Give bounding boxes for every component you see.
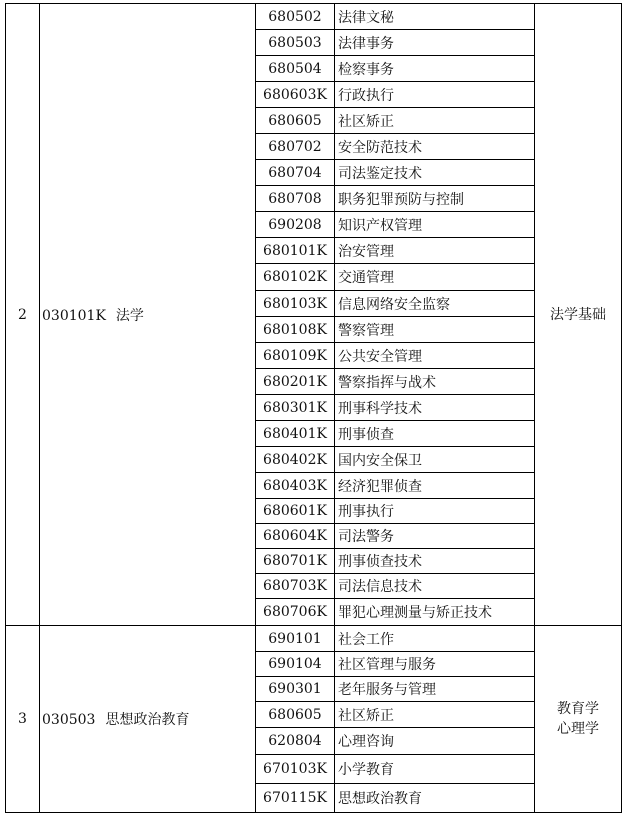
exam-subject-cell [535, 626, 622, 813]
program-code: 680102K [256, 264, 335, 291]
program-name: 警察指挥与战术 [335, 369, 535, 395]
program-code: 680603K [256, 82, 335, 108]
program-code: 690101 [256, 626, 335, 652]
program-name: 司法鉴定技术 [335, 160, 535, 186]
program-code: 680401K [256, 421, 335, 447]
program-code: 680101K [256, 238, 335, 264]
program-code: 680503 [256, 30, 335, 56]
program-name: 知识产权管理 [335, 212, 535, 238]
program-name: 司法信息技术 [335, 574, 535, 599]
program-code: 670103K [256, 755, 335, 784]
program-code: 680109K [256, 343, 335, 369]
program-code: 690104 [256, 652, 335, 677]
major-cell [40, 626, 256, 813]
program-name: 心理咨询 [335, 728, 535, 755]
major-cell [40, 4, 256, 626]
program-code: 680701K [256, 549, 335, 574]
program-code: 680402K [256, 447, 335, 473]
major-name: 法学 [115, 307, 144, 324]
program-name: 警察管理 [335, 317, 535, 343]
major-name: 思想政治教育 [105, 712, 190, 728]
program-code: 680605 [256, 702, 335, 728]
program-name: 社区管理与服务 [335, 652, 535, 677]
program-code: 680103K [256, 291, 335, 317]
program-code: 620804 [256, 728, 335, 755]
exam-subject: 教育学 [557, 701, 599, 717]
program-name: 老年服务与管理 [335, 677, 535, 702]
program-code: 680403K [256, 473, 335, 499]
program-name: 经济犯罪侦查 [335, 473, 535, 499]
program-code: 680702 [256, 134, 335, 160]
program-name: 国内安全保卫 [335, 447, 535, 473]
program-name: 罪犯心理测量与矫正技术 [335, 599, 535, 626]
sequence-number: 2 [6, 4, 40, 626]
major-code: 030101K [42, 307, 106, 324]
majors-table [5, 3, 622, 813]
program-name: 法律文秘 [335, 4, 535, 30]
program-code: 680108K [256, 317, 335, 343]
program-name: 小学教育 [335, 755, 535, 784]
exam-subject: 法学基础 [550, 306, 606, 323]
exam-subject: 心理学 [557, 721, 599, 737]
program-name: 社区矫正 [335, 108, 535, 134]
program-code: 670115K [256, 784, 335, 813]
program-name: 信息网络安全监察 [335, 291, 535, 317]
program-name: 司法警务 [335, 524, 535, 549]
program-name: 刑事科学技术 [335, 395, 535, 421]
program-name: 刑事执行 [335, 499, 535, 524]
program-name: 刑事侦查技术 [335, 549, 535, 574]
program-name: 职务犯罪预防与控制 [335, 186, 535, 212]
major-code: 030503 [42, 712, 96, 728]
program-code: 680703K [256, 574, 335, 599]
sequence-number: 3 [6, 626, 40, 813]
majors-table-body [6, 4, 622, 813]
program-name: 治安管理 [335, 238, 535, 264]
program-code: 690301 [256, 677, 335, 702]
program-code: 680706K [256, 599, 335, 626]
program-name: 社会工作 [335, 626, 535, 652]
program-name: 思想政治教育 [335, 784, 535, 813]
program-name: 刑事侦查 [335, 421, 535, 447]
program-name: 公共安全管理 [335, 343, 535, 369]
program-name: 交通管理 [335, 264, 535, 291]
program-code: 680604K [256, 524, 335, 549]
program-code: 680201K [256, 369, 335, 395]
program-code: 680504 [256, 56, 335, 82]
program-name: 法律事务 [335, 30, 535, 56]
program-code: 690208 [256, 212, 335, 238]
exam-subject-cell [535, 4, 622, 626]
program-code: 680301K [256, 395, 335, 421]
program-code: 680704 [256, 160, 335, 186]
program-code: 680601K [256, 499, 335, 524]
program-name: 检察事务 [335, 56, 535, 82]
program-name: 社区矫正 [335, 702, 535, 728]
program-code: 680605 [256, 108, 335, 134]
table-row [6, 626, 622, 652]
program-name: 行政执行 [335, 82, 535, 108]
program-code: 680502 [256, 4, 335, 30]
program-name: 安全防范技术 [335, 134, 535, 160]
program-code: 680708 [256, 186, 335, 212]
table-row [6, 4, 622, 30]
